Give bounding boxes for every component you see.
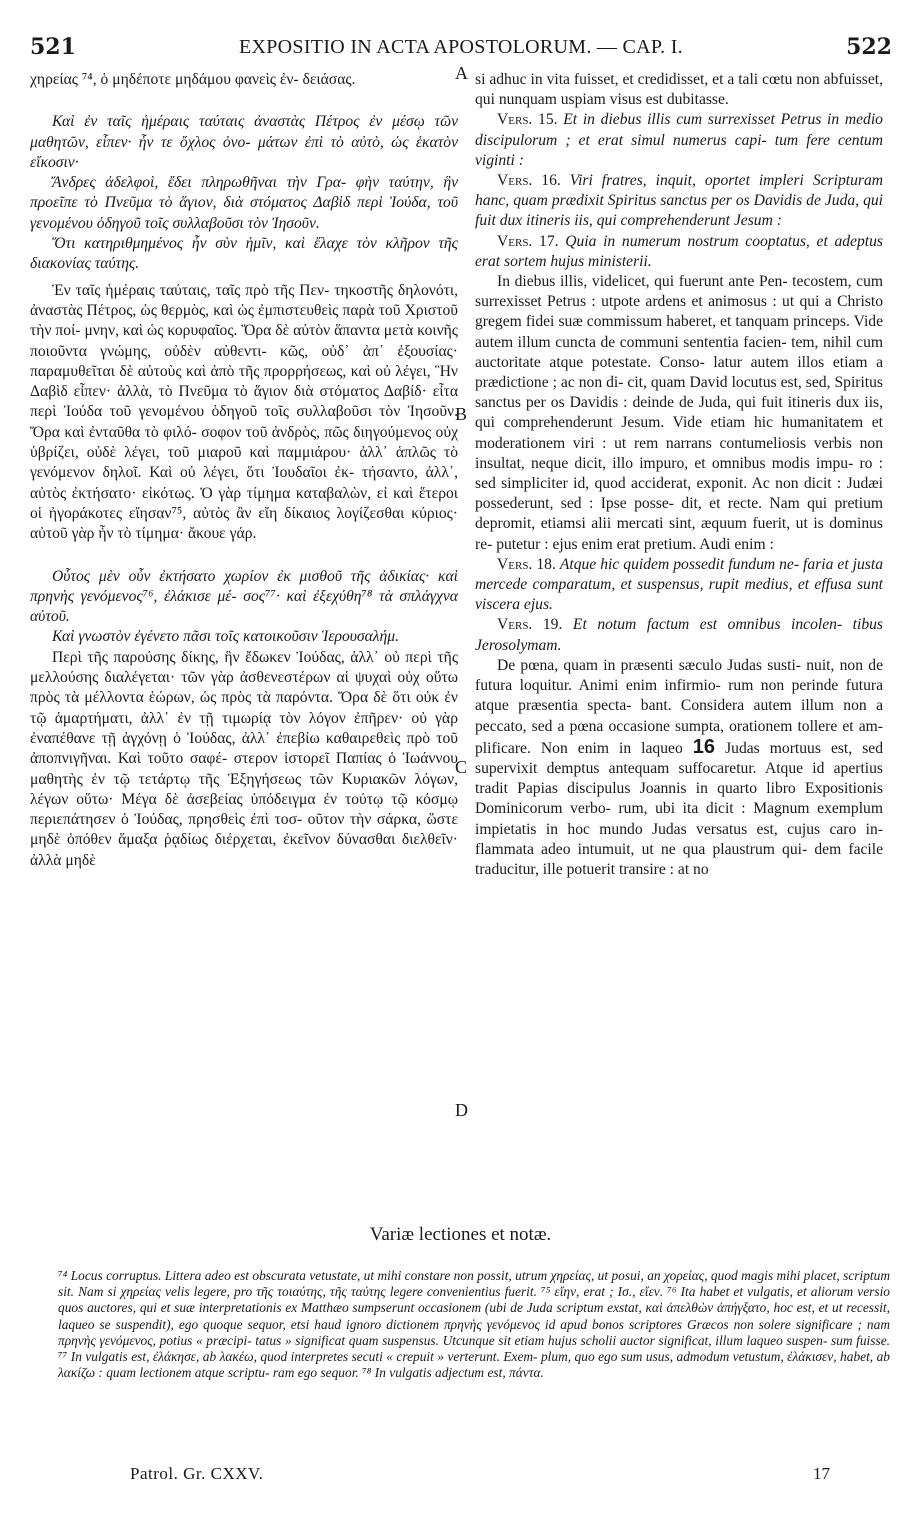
greek-commentary-2: Περὶ τῆς παρούσης δίκης, ἣν ἔδωκεν Ἰούδας, ἀλλ᾽ οὐ περὶ τῆς μελλούσης διαλέγεται· τῶν γὰρ ἀσθενεστέρων αἱ ψυχαὶ οὐχ οὕτω πρὸς τὰ μέλλοντα ἑώρων, ὡς πρὸς τὰ παρόντα. Ὅρα δὲ ὅτι οὐκ ἐν τῷ ἁμαρτήματι, ἀλλ᾽ ἐν τῇ τιμωρίᾳ τὸν λόγον ἐπῆρεν· οὐ γὰρ ἐναπέθανε τῇ ἀγχόνῃ ὁ Ἰούδας, ἀλλ᾽ ἐπεβίω καθαιρεθεὶς πρὸ τοῦ ἀποπνιγῆναι. Καὶ τοῦτο σαφέ- στερον ἱστορεῖ Παπίας ὁ Ἰωάννου μαθητὴς ἐν τῷ τετάρτῳ τῆς Ἐξηγήσεως τῶν Κυριακῶν λόγων, λέγων οὕτω· Μέγα δὲ ἀσεβείας ὑπόδειγμα ἐν τούτῳ τῷ κόσμῳ περιεπάτησεν ὁ Ἰούδας, πρησθεὶς ἐπὶ τοσ- οῦτον τὴν σάρκα, ὥστε μηδὲ ὁπόθεν ἅμαξα ῥᾳδίως διέρχεται, ἐκεῖνον δύνασθαι διελθεῖν· ἀλλὰ μηδὲ bbox=[30, 648, 458, 869]
commentary-text: De pœna, quam in præsenti sæculo Judas susti- nuit, non de futura loquitur. Animi enim infirmio- rum non perinde futura atque præsentia specta- bant. Considera autem illum non a peccato, sed a pœna occasione sumpta, orationem tollere et am- plificare. Non enim in laqueo bbox=[475, 656, 883, 757]
notes-text: ⁷⁴ Locus corruptus. Littera adeo est obscurata vetustate, ut mihi constare non possit, utrum χηρείας, ut posui, an χορείας, quod magis mihi placet, scriptum sit. Nam si χηρείας velis legere, pro τῆς τοιαύτης, τῆς ταύτης legere convenientius fuerit. ⁷⁵ εἴην, erat ; Ισ., εἴεν. ⁷⁶ Ita habet et vulgatis, et aliorum versio quos auctores, qui et suæ interpretationis ex Matthæo sumpserunt occasionem (ubi de Juda scriptum exstat, καὶ ἀπελθὼν ἀπήγξατο, hoc est, et ut recessit, laqueo se suspendit), ego quoque sequor, etsi haud ignoro dictionem πρηνὴς γενόμενος id apud bonos scriptores Græcos non solere significare ; nam πρηνὴς γενόμενος, potius « præcipi- tatus » significat quam suspensus. Utcunque sit etiam hujus scholii auctor significat, illum laqueo suspen- sum fuisse. ⁷⁷ In vulgatis est, ἐλάκησε, ab λακέω, quod interpretes secuti « crepuit » verterunt. Exem- plum, quo ego sum usus, admodum vetustum, ἐλάκισεν, habet, ab λακίζω : quam lectionem atque scriptu- ram ego sequor. ⁷⁸ In vulgatis adjectum est, πάντα. bbox=[58, 1268, 890, 1381]
page-number-left: 521 bbox=[30, 34, 76, 60]
greek-column bbox=[30, 70, 458, 1210]
page-number-right: 522 bbox=[846, 34, 892, 60]
verse-text: Viri fratres, inquit, oportet impleri Scripturam hanc, quam prædixit Spiritus sanctus per os Davidis de Juda, qui fuit dux itineris iis, qui comprehenderunt Jesum : bbox=[475, 172, 883, 230]
footer-signature: 17 bbox=[813, 1464, 830, 1483]
latin-column bbox=[475, 70, 883, 1210]
verse-text: Atque hic quidem possedit fundum ne- faria et justa mercede comparatum, et suspensus, rupit medius, et effusa sunt viscera ejus. bbox=[475, 555, 883, 614]
footer-series: Patrol. Gr. CXXV. bbox=[130, 1464, 264, 1483]
margin-letter-a: A bbox=[455, 63, 468, 83]
greek-commentary-1: Ἐν ταῖς ἡμέραις ταύταις, ταῖς πρὸ τῆς Πεν- τηκοστῆς δηλονότι, ἀναστὰς Πέτρος, ὡς θερμὸς, καὶ ὡς ἐμπιστευθεὶς παρὰ τοῦ Χριστοῦ τὴν ποί- μνην, καὶ ὡς κορυφαῖος. Ὅρα δὲ αὐτὸν ἅπαντα μετὰ κοινῆς ποιοῦντα γνώμης, οὐδὲν αὐθεντι- κῶς, οὐδ᾽ ἀπ᾽ ἐξουσίας· παραμυθεῖται δὲ αὐτοὺς καὶ ἀπὸ τῆς προρρήσεως, καὶ οὐ λέγει, Ἣν Δαβὶδ εἶπεν· ἀλλὰ, τὸ Πνεῦμα τὸ ἅγιον διὰ στόματος Δαβίδ· εἶτα περὶ Ἰούδα τοῦ γενομένου ὁδηγοῦ τοῖς συλλαβοῦσι τὸν Ἰησοῦν. Ὅρα καὶ ἐνταῦθα τὸ φιλό- σοφον τοῦ ἀνδρὸς, πῶς διηγούμενος οὐχ ὑβρίζει, οὐδὲ λέγει, τοῦ μιαροῦ καὶ παμμιάρου· ἀλλ᾽ ἁπλῶς τὸ γενόμενον δηλοῖ. Καὶ οὐ λέγει, ὅτι Ἰουδαῖοι ἐκ- τήσαντο, ἀλλ᾽, αὐτὸς ἐκτήσατο· εἰκότως. Ὁ γὰρ τίμημα καταβαλὼν, εἰ καὶ ἕτεροι οἱ ἠγοράκοτες εἴησαν⁷⁵, αὐτὸς ἂν εἴη δίκαιος λογίζεσθαι κύριος· αὐτοῦ γὰρ ἦν τὸ τίμημα· ἄκουε γάρ. bbox=[30, 281, 458, 543]
greek-paragraph-1: χηρείας ⁷⁴, ὁ μηδέποτε μηδάμου φανεὶς ἐν- δειάσας. bbox=[30, 71, 356, 88]
greek-verse-15: Καὶ ἐν ταῖς ἡμέραις ταύταις ἀναστὰς Πέτρος ἐν μέσῳ τῶν μαθητῶν, εἶπεν· ἦν τε ὄχλος ὀνο- μάτων ἐπὶ τὸ αὐτὸ, ὡς ἑκατὸν εἴκοσιν· bbox=[30, 113, 458, 171]
margin-letter-c: C bbox=[455, 757, 468, 777]
column-number: 16 bbox=[692, 735, 716, 758]
verse-label: Vers. 16. bbox=[497, 172, 561, 190]
margin-letter-b: B bbox=[455, 404, 468, 424]
verse-label: Vers. 15. bbox=[497, 111, 558, 129]
greek-verse-17: Ὅτι κατηριθμημένος ἦν σὺν ἡμῖν, καὶ ἔλαχε τὸν κλῆρον τῆς διακονίας ταύτης. bbox=[30, 235, 458, 273]
latin-verse-17 bbox=[475, 232, 883, 272]
verse-text: Quia in numerum nostrum cooptatus, et adeptus erat sortem hujus ministerii. bbox=[475, 232, 883, 270]
verse-label: Vers. 17. bbox=[497, 232, 559, 250]
latin-commentary-1: In diebus illis, videlicet, qui fuerunt ante Pen- tecostem, cum surrexisset Petrus : utpote ardens et animosus : ut qui a Christo gregem fidei suæ commissum haberet, et tanquam princeps. Vide autem illum cuncta de communi sententia facien- tem, nihil cum auctoritate atque potestate. Conso- latur autem illos etiam a prædictione ; ac non di- cit, quam David locutus est, sed, Spiritus sanctus per os Davidis : deinde de Juda, qui fuit itineris dux iis, qui comprehenderunt Jesum. Vide etiam hic humanitatem et moderationem viri : ut rem narrans contumeliosis verbis non insultat, neque dicit, illo impuro, et omnibus modis impu- ro : sed simpliciter id, quod acciderat, exponit. Ac non dicit : Judæi possederunt, sed : Ipse posse- dit, et recte. Nam qui pretium depromit, etiamsi alii mercati sint, æquum fuerit, ut is dominus re- putetur : ejus enim erat pretium. Audi enim : bbox=[475, 273, 883, 553]
latin-verse-19 bbox=[475, 615, 883, 655]
greek-verse-16: Ἄνδρες ἀδελφοὶ, ἔδει πληρωθῆναι τὴν Γρα- φὴν ταύτην, ἣν προεῖπε τὸ Πνεῦμα τὸ ἅγιον, διὰ στόματος Δαβὶδ περὶ Ἰούδα, τοῦ γενομένου ὁδηγοῦ τοῖς συλλαβοῦσι τὸν Ἰησοῦν. bbox=[30, 174, 458, 232]
notes-heading: Variæ lectiones et notæ. bbox=[369, 1224, 552, 1245]
latin-verse-18 bbox=[475, 555, 883, 616]
verse-label: Vers. 19. bbox=[497, 616, 563, 634]
verse-text: Et in diebus illis cum surrexisset Petrus in medio discipulorum ; et erat simul numerus capi- tum fere centum viginti : bbox=[475, 111, 883, 169]
margin-letter-d: D bbox=[455, 1100, 468, 1120]
latin-verse-16 bbox=[475, 171, 883, 232]
verse-text: Et notum factum est omnibus incolen- tibus Jerosolymam. bbox=[475, 616, 883, 654]
greek-verse-18: Οὗτος μὲν οὖν ἐκτήσατο χωρίον ἐκ μισθοῦ τῆς ἀδικίας· καὶ πρηνὴς γενόμενος⁷⁶, ἐλάκισε μέ- σος⁷⁷· καὶ ἐξεχύθη⁷⁸ τὰ σπλάγχνα αὐτοῦ. bbox=[30, 567, 458, 626]
latin-paragraph-1: si adhuc in vita fuisset, et credidisset, et a tali cœtu non abfuisset, qui nunquam uspiam visus est dubitasse. bbox=[475, 71, 883, 109]
greek-verse-19: Καὶ γνωστὸν ἐγένετο πᾶσι τοῖς κατοικοῦσιν Ἱερουσαλήμ. bbox=[52, 628, 400, 646]
running-title: EXPOSITIO IN ACTA APOSTOLORUM. — CAP. I. bbox=[239, 36, 683, 58]
page-footer bbox=[130, 1464, 830, 1490]
commentary-text: Judas mortuus est, sed supervixit demptus antequam suffocaretur. Atque id apertius tradit Papias discipulus Joannis in quarto libro Expositionis Dominicorum verbo- rum, ubi ita dicit : Magnum exemplum impietatis in hoc mundo Judas versatus est, cujus caro in- flammata adeo intumuit, ut ne qua plaustrum qui- dem facile traducitur, ille potuerit transire : at no bbox=[475, 739, 883, 878]
page-header bbox=[30, 34, 892, 64]
verse-label: Vers. 18. bbox=[497, 555, 556, 573]
latin-commentary-2 bbox=[475, 656, 883, 880]
latin-verse-15 bbox=[475, 110, 883, 171]
